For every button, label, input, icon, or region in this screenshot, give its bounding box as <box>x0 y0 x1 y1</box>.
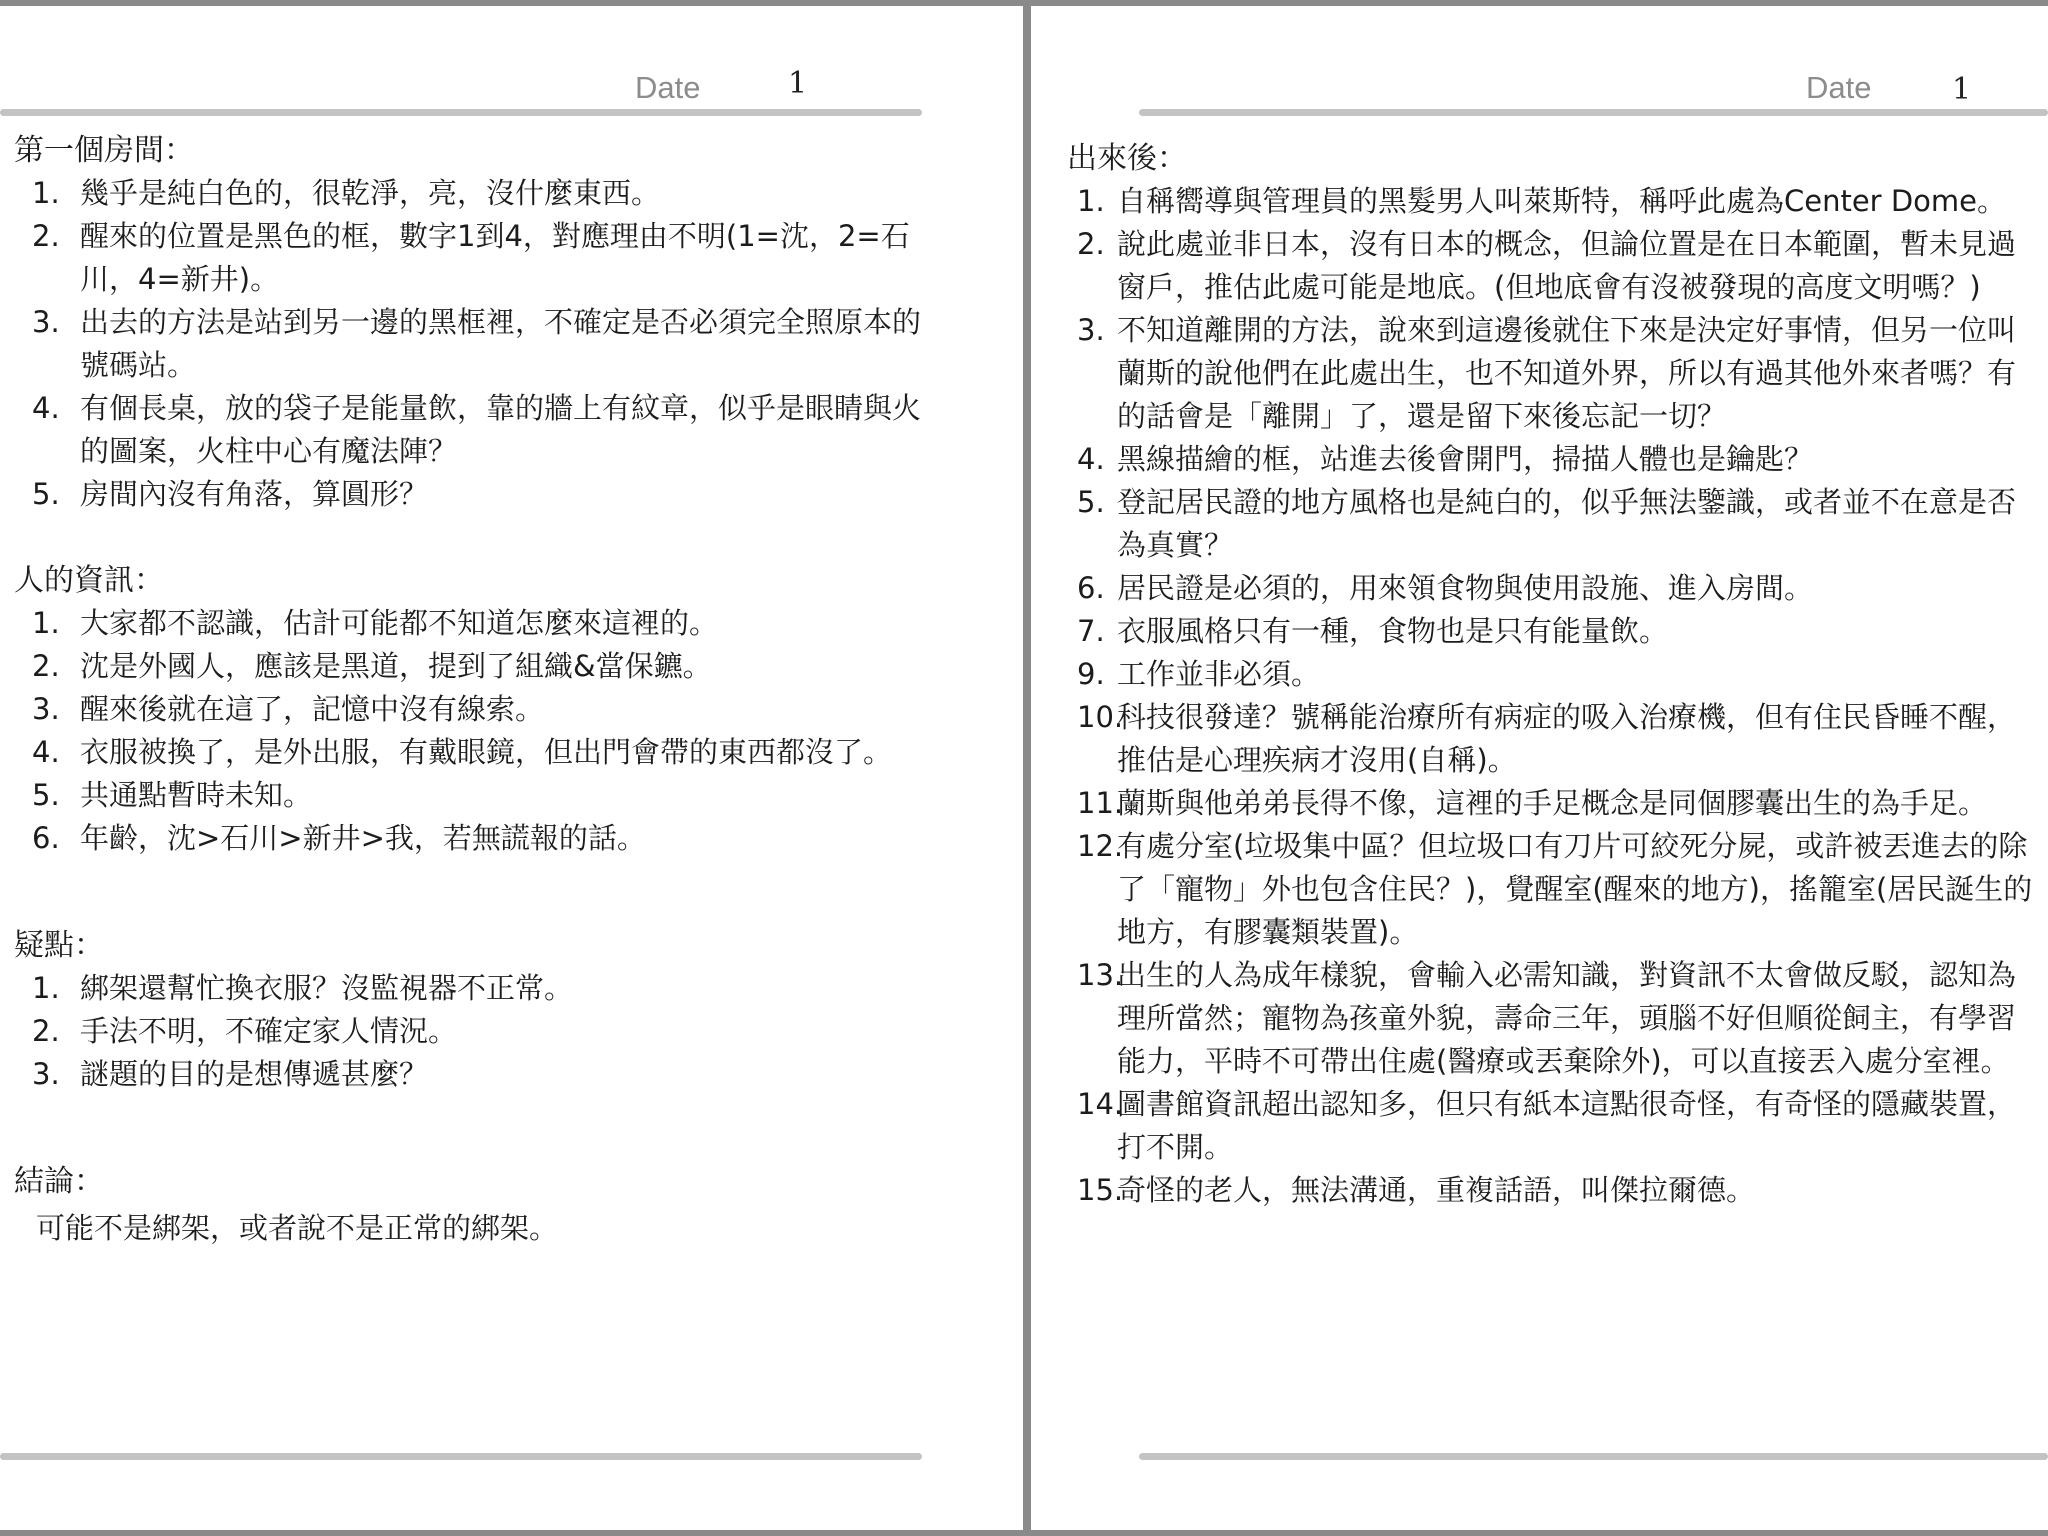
left-notebook-page <box>0 6 1023 1530</box>
item-text: 蘭斯與他弟弟長得不像，這裡的手足概念是同個膠囊出生的為手足。 <box>1117 786 1988 820</box>
item-number: 2. <box>32 649 60 683</box>
section-title: 出來後： <box>1067 141 1187 176</box>
item-number: 3. <box>1077 313 1105 347</box>
notes-body <box>14 129 934 1250</box>
item-text: 大家都不認識，估計可能都不知道怎麼來這裡的。 <box>80 606 719 640</box>
item-number: 2. <box>32 219 60 253</box>
item-number: 11. <box>1077 786 1124 820</box>
list-item <box>32 774 934 817</box>
item-text: 年齡，沈>石川>新井>我，若無謊報的話。 <box>80 821 646 855</box>
item-number: 6. <box>1077 571 1105 605</box>
date-label: Date <box>1806 70 1872 105</box>
item-text: 出生的人為成年樣貌，會輸入必需知識，對資訊不太會做反駁，認知為理所當然；寵物為孩童外貌，壽命三年，頭腦不好但順從飼主，有學習能力，平時不可帶出住處(醫療或丟棄除外)，可以直接丟入處分室裡。 <box>1117 958 2017 1078</box>
date-field <box>630 64 830 114</box>
note-list <box>14 172 934 516</box>
list-item <box>32 387 934 473</box>
item-number: 14. <box>1077 1087 1124 1121</box>
item-number: 3. <box>32 1057 60 1091</box>
list-item <box>1077 438 2039 481</box>
section-title: 結論： <box>14 1164 104 1199</box>
item-number: 1. <box>32 176 60 210</box>
item-number: 5. <box>32 778 60 812</box>
item-text: 醒來的位置是黑色的框，數字1到4，對應理由不明(1=沈，2=石川，4=新井)。 <box>80 219 910 296</box>
list-item <box>1077 567 2039 610</box>
date-label: Date <box>635 70 701 105</box>
list-item <box>1077 180 2039 223</box>
list-item <box>32 645 934 688</box>
list-item <box>32 817 934 860</box>
list-item <box>1077 782 2039 825</box>
item-text: 有處分室(垃圾集中區？但垃圾口有刀片可絞死分屍，或許被丟進去的除了「寵物」外也包含住民？)，覺醒室(醒來的地方)，搖籠室(居民誕生的地方，有膠囊類裝置)。 <box>1117 829 2033 949</box>
item-text: 有個長桌，放的袋子是能量飲，靠的牆上有紋章，似乎是眼睛與火的圖案，火柱中心有魔法陣？ <box>80 391 922 468</box>
item-text: 衣服被換了，是外出服，有戴眼鏡，但出門會帶的東西都沒了。 <box>80 735 893 769</box>
item-text: 房間內沒有角落，算圓形？ <box>80 477 429 511</box>
conclusion-text: 可能不是綁架，或者說不是正常的綁架。 <box>36 1211 559 1245</box>
item-text: 自稱嚮導與管理員的黑髮男人叫萊斯特，稱呼此處為Center Dome。 <box>1117 184 2006 218</box>
list-item <box>1077 309 2039 438</box>
list-item <box>32 215 934 301</box>
item-text: 出去的方法是站到另一邊的黑框裡，不確定是否必須完全照原本的號碼站。 <box>80 305 922 382</box>
footer-rule <box>1139 1453 2048 1460</box>
item-number: 5. <box>32 477 60 511</box>
section-title: 疑點： <box>14 928 104 963</box>
list-item <box>32 688 934 731</box>
list-item <box>1077 1083 2039 1169</box>
item-text: 圖書館資訊超出認知多，但只有紙本這點很奇怪，有奇怪的隱藏裝置，打不開。 <box>1117 1087 2017 1164</box>
item-text: 科技很發達？號稱能治療所有病症的吸入治療機，但有住民昏睡不醒，推估是心理疾病才沒用(自稱)。 <box>1117 700 2017 777</box>
item-number: 6. <box>32 821 60 855</box>
header-rule <box>0 109 922 116</box>
item-number: 3. <box>32 692 60 726</box>
list-item <box>1077 653 2039 696</box>
list-item <box>1077 1169 2039 1212</box>
list-item <box>32 1053 934 1096</box>
list-item <box>32 967 934 1010</box>
item-text: 黑線描繪的框，站進去後會開門，掃描人體也是鑰匙？ <box>1117 442 1814 476</box>
notes-body <box>1067 137 2039 1212</box>
item-text: 登記居民證的地方風格也是純白的，似乎無法鑒識，或者並不在意是否為真實？ <box>1117 485 2017 562</box>
item-number: 15. <box>1077 1173 1124 1207</box>
item-text: 手法不明，不確定家人情況。 <box>80 1014 458 1048</box>
item-number: 1. <box>1077 184 1105 218</box>
item-number: 4. <box>32 735 60 769</box>
list-item <box>32 1010 934 1053</box>
note-list <box>1067 180 2039 1212</box>
item-number: 7. <box>1077 614 1105 648</box>
footer-rule <box>0 1453 922 1460</box>
list-item <box>32 172 934 215</box>
item-text: 綁架還幫忙換衣服？沒監視器不正常。 <box>80 971 574 1005</box>
item-number: 10. <box>1077 700 1124 734</box>
list-item <box>1077 610 2039 653</box>
item-text: 工作並非必須。 <box>1117 657 1321 691</box>
list-item <box>32 602 934 645</box>
section-title: 第一個房間： <box>14 133 194 168</box>
item-text: 幾乎是純白色的，很乾淨，亮，沒什麼東西。 <box>80 176 661 210</box>
item-text: 居民證是必須的，用來領食物與使用設施、進入房間。 <box>1117 571 1814 605</box>
item-text: 沈是外國人，應該是黑道，提到了組織&當保鑣。 <box>80 649 712 683</box>
item-number: 1. <box>32 606 60 640</box>
date-field <box>1806 64 2006 114</box>
item-number: 9. <box>1077 657 1105 691</box>
item-number: 3. <box>32 305 60 339</box>
date-value: 1 <box>1952 72 1972 107</box>
item-number: 2. <box>1077 227 1105 261</box>
list-item <box>32 301 934 387</box>
item-number: 5. <box>1077 485 1105 519</box>
item-number: 1. <box>32 971 60 1005</box>
item-number: 12. <box>1077 829 1124 863</box>
list-item <box>1077 696 2039 782</box>
item-text: 謎題的目的是想傳遞甚麼？ <box>80 1057 429 1091</box>
item-text: 醒來後就在這了，記憶中沒有線索。 <box>80 692 545 726</box>
note-list <box>14 967 934 1096</box>
item-text: 不知道離開的方法，說來到這邊後就住下來是決定好事情，但另一位叫蘭斯的說他們在此處出生，也不知道外界，所以有過其他外來者嗎？有的話會是「離開」了，還是留下來後忘記一切？ <box>1117 313 2017 433</box>
right-notebook-page <box>1031 6 2048 1530</box>
list-item <box>32 731 934 774</box>
item-number: 4. <box>1077 442 1105 476</box>
note-list <box>14 602 934 860</box>
list-item <box>1077 223 2039 309</box>
list-item <box>32 473 934 516</box>
item-number: 2. <box>32 1014 60 1048</box>
item-text: 說此處並非日本，沒有日本的概念，但論位置是在日本範圍，暫未見過窗戶，推估此處可能是地底。(但地底會有沒被發現的高度文明嗎？) <box>1117 227 2017 304</box>
item-text: 共通點暫時未知。 <box>80 778 313 812</box>
item-text: 衣服風格只有一種，食物也是只有能量飲。 <box>1117 614 1669 648</box>
item-number: 13. <box>1077 958 1124 992</box>
list-item <box>1077 954 2039 1083</box>
section-title: 人的資訊： <box>14 563 164 598</box>
item-text: 奇怪的老人，無法溝通，重複話語，叫傑拉爾德。 <box>1117 1173 1756 1207</box>
list-item <box>1077 481 2039 567</box>
list-item <box>1077 825 2039 954</box>
item-number: 4. <box>32 391 60 425</box>
date-value: 1 <box>788 66 808 101</box>
header-rule <box>1139 109 2048 116</box>
